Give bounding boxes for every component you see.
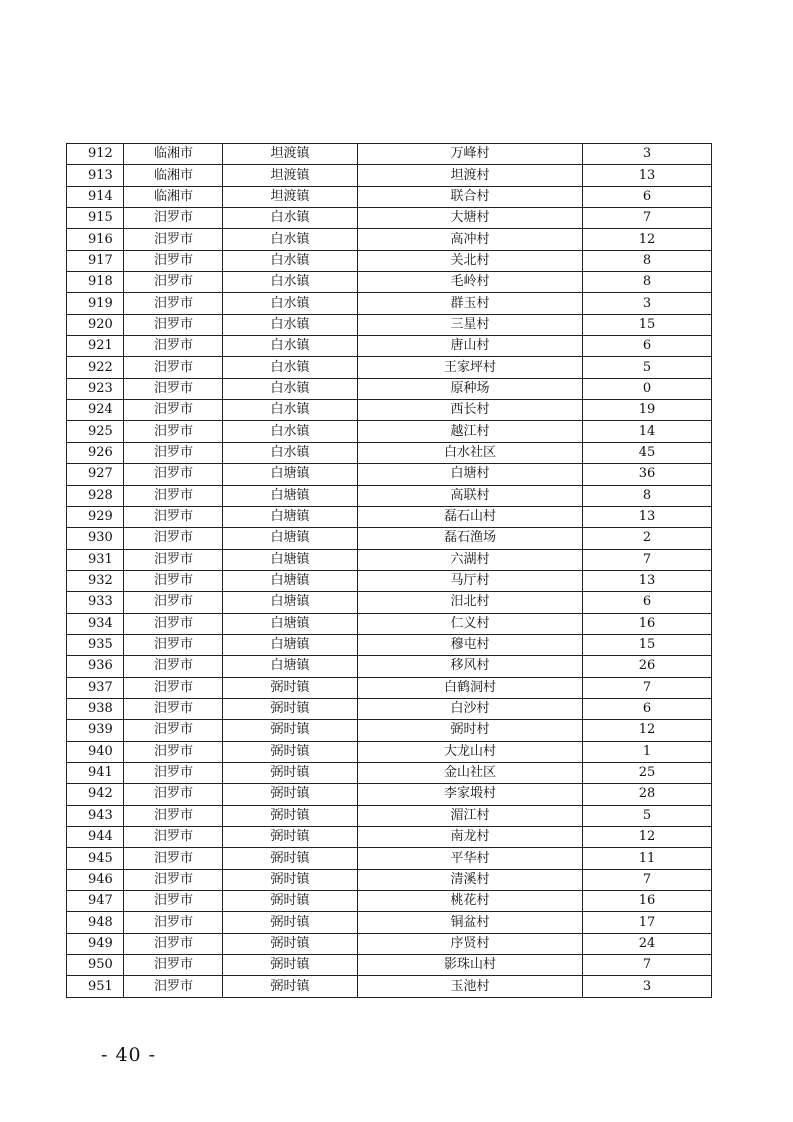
cell-town: 白水镇	[223, 442, 358, 463]
cell-town: 弼时镇	[223, 784, 358, 805]
table-row	[67, 506, 712, 527]
table-row	[67, 720, 712, 741]
table-row	[67, 891, 712, 912]
table-row	[67, 741, 712, 762]
cell-city: 汨罗市	[124, 208, 223, 229]
cell-count: 11	[583, 848, 712, 869]
cell-index: 918	[67, 272, 124, 293]
cell-count: 7	[583, 549, 712, 570]
cell-village: 坦渡村	[358, 165, 583, 186]
cell-city: 汨罗市	[124, 592, 223, 613]
cell-town: 坦渡镇	[223, 165, 358, 186]
table-row	[67, 762, 712, 783]
cell-village: 白水社区	[358, 442, 583, 463]
table-row	[67, 827, 712, 848]
cell-city: 汨罗市	[124, 442, 223, 463]
cell-city: 汨罗市	[124, 293, 223, 314]
cell-count: 3	[583, 293, 712, 314]
cell-count: 1	[583, 741, 712, 762]
cell-count: 13	[583, 165, 712, 186]
cell-town: 弼时镇	[223, 891, 358, 912]
cell-town: 弼时镇	[223, 827, 358, 848]
cell-town: 坦渡镇	[223, 186, 358, 207]
cell-count: 15	[583, 314, 712, 335]
cell-town: 白塘镇	[223, 570, 358, 591]
table-row	[67, 955, 712, 976]
cell-city: 汨罗市	[124, 549, 223, 570]
cell-village: 白塘村	[358, 464, 583, 485]
cell-village: 移风村	[358, 656, 583, 677]
table-row	[67, 357, 712, 378]
table-row	[67, 378, 712, 399]
table-row	[67, 869, 712, 890]
cell-town: 白水镇	[223, 400, 358, 421]
cell-index: 921	[67, 336, 124, 357]
cell-index: 923	[67, 378, 124, 399]
cell-town: 白塘镇	[223, 634, 358, 655]
cell-count: 2	[583, 528, 712, 549]
cell-city: 汨罗市	[124, 272, 223, 293]
table-row	[67, 613, 712, 634]
cell-index: 949	[67, 933, 124, 954]
cell-town: 弼时镇	[223, 805, 358, 826]
cell-village: 王家坪村	[358, 357, 583, 378]
cell-village: 穆屯村	[358, 634, 583, 655]
table-row	[67, 400, 712, 421]
cell-city: 汨罗市	[124, 229, 223, 250]
cell-count: 3	[583, 976, 712, 997]
cell-index: 931	[67, 549, 124, 570]
cell-village: 影珠山村	[358, 955, 583, 976]
cell-count: 5	[583, 357, 712, 378]
table-row	[67, 421, 712, 442]
cell-village: 白鹤洞村	[358, 677, 583, 698]
table-row	[67, 933, 712, 954]
table-row	[67, 528, 712, 549]
cell-count: 7	[583, 955, 712, 976]
cell-count: 13	[583, 570, 712, 591]
cell-village: 弼时村	[358, 720, 583, 741]
cell-village: 湄江村	[358, 805, 583, 826]
cell-town: 弼时镇	[223, 955, 358, 976]
cell-village: 原种场	[358, 378, 583, 399]
cell-index: 929	[67, 506, 124, 527]
cell-city: 临湘市	[124, 144, 223, 165]
cell-town: 弼时镇	[223, 698, 358, 719]
table-row	[67, 144, 712, 165]
cell-village: 清溪村	[358, 869, 583, 890]
cell-city: 汨罗市	[124, 891, 223, 912]
cell-village: 群玉村	[358, 293, 583, 314]
cell-count: 7	[583, 208, 712, 229]
cell-index: 933	[67, 592, 124, 613]
cell-count: 26	[583, 656, 712, 677]
cell-village: 大塘村	[358, 208, 583, 229]
cell-index: 930	[67, 528, 124, 549]
cell-town: 白水镇	[223, 250, 358, 271]
cell-city: 汨罗市	[124, 656, 223, 677]
cell-index: 939	[67, 720, 124, 741]
cell-village: 金山社区	[358, 762, 583, 783]
cell-count: 28	[583, 784, 712, 805]
cell-city: 汨罗市	[124, 485, 223, 506]
cell-city: 汨罗市	[124, 762, 223, 783]
cell-index: 940	[67, 741, 124, 762]
cell-index: 915	[67, 208, 124, 229]
table-row	[67, 634, 712, 655]
cell-village: 仁义村	[358, 613, 583, 634]
cell-index: 914	[67, 186, 124, 207]
cell-index: 928	[67, 485, 124, 506]
cell-village: 马厅村	[358, 570, 583, 591]
cell-village: 三星村	[358, 314, 583, 335]
cell-index: 948	[67, 912, 124, 933]
cell-city: 汨罗市	[124, 827, 223, 848]
cell-town: 白塘镇	[223, 464, 358, 485]
cell-village: 西长村	[358, 400, 583, 421]
cell-town: 白塘镇	[223, 485, 358, 506]
cell-count: 6	[583, 186, 712, 207]
cell-town: 白水镇	[223, 314, 358, 335]
cell-count: 8	[583, 485, 712, 506]
table-row	[67, 293, 712, 314]
cell-count: 25	[583, 762, 712, 783]
cell-count: 16	[583, 613, 712, 634]
cell-city: 汨罗市	[124, 613, 223, 634]
cell-count: 0	[583, 378, 712, 399]
table-row	[67, 656, 712, 677]
cell-village: 关北村	[358, 250, 583, 271]
cell-index: 927	[67, 464, 124, 485]
cell-index: 926	[67, 442, 124, 463]
cell-town: 弼时镇	[223, 762, 358, 783]
cell-town: 白塘镇	[223, 528, 358, 549]
cell-town: 白塘镇	[223, 592, 358, 613]
cell-count: 15	[583, 634, 712, 655]
cell-city: 汨罗市	[124, 314, 223, 335]
cell-index: 924	[67, 400, 124, 421]
table-row	[67, 464, 712, 485]
cell-city: 汨罗市	[124, 400, 223, 421]
cell-city: 汨罗市	[124, 464, 223, 485]
cell-city: 汨罗市	[124, 955, 223, 976]
table-row	[67, 549, 712, 570]
cell-town: 白水镇	[223, 293, 358, 314]
table-row	[67, 570, 712, 591]
cell-index: 912	[67, 144, 124, 165]
table-row	[67, 805, 712, 826]
cell-village: 桃花村	[358, 891, 583, 912]
cell-index: 947	[67, 891, 124, 912]
cell-count: 8	[583, 272, 712, 293]
cell-town: 白水镇	[223, 229, 358, 250]
cell-town: 坦渡镇	[223, 144, 358, 165]
cell-city: 汨罗市	[124, 357, 223, 378]
table-row	[67, 165, 712, 186]
cell-town: 弼时镇	[223, 912, 358, 933]
cell-city: 汨罗市	[124, 784, 223, 805]
cell-count: 13	[583, 506, 712, 527]
cell-town: 白塘镇	[223, 549, 358, 570]
cell-town: 弼时镇	[223, 741, 358, 762]
cell-index: 951	[67, 976, 124, 997]
cell-village: 高冲村	[358, 229, 583, 250]
village-table	[66, 143, 712, 998]
cell-town: 白水镇	[223, 421, 358, 442]
cell-city: 汨罗市	[124, 805, 223, 826]
cell-index: 945	[67, 848, 124, 869]
page-number: - 40 -	[101, 1044, 157, 1066]
cell-count: 7	[583, 677, 712, 698]
cell-town: 弼时镇	[223, 869, 358, 890]
cell-count: 3	[583, 144, 712, 165]
table-row	[67, 485, 712, 506]
cell-index: 925	[67, 421, 124, 442]
cell-index: 938	[67, 698, 124, 719]
table-row	[67, 976, 712, 997]
cell-count: 45	[583, 442, 712, 463]
cell-count: 6	[583, 698, 712, 719]
table-row	[67, 208, 712, 229]
cell-city: 临湘市	[124, 186, 223, 207]
cell-town: 弼时镇	[223, 848, 358, 869]
cell-town: 白水镇	[223, 208, 358, 229]
table-row	[67, 336, 712, 357]
cell-index: 919	[67, 293, 124, 314]
cell-city: 汨罗市	[124, 933, 223, 954]
cell-village: 玉池村	[358, 976, 583, 997]
cell-index: 946	[67, 869, 124, 890]
cell-index: 942	[67, 784, 124, 805]
cell-city: 临湘市	[124, 165, 223, 186]
cell-city: 汨罗市	[124, 378, 223, 399]
cell-village: 万峰村	[358, 144, 583, 165]
cell-village: 高联村	[358, 485, 583, 506]
cell-count: 8	[583, 250, 712, 271]
cell-city: 汨罗市	[124, 848, 223, 869]
cell-town: 弼时镇	[223, 976, 358, 997]
cell-village: 汨北村	[358, 592, 583, 613]
cell-village: 磊石渔场	[358, 528, 583, 549]
cell-town: 弼时镇	[223, 933, 358, 954]
cell-town: 白水镇	[223, 336, 358, 357]
table-row	[67, 272, 712, 293]
cell-city: 汨罗市	[124, 506, 223, 527]
cell-index: 936	[67, 656, 124, 677]
cell-village: 唐山村	[358, 336, 583, 357]
cell-town: 白水镇	[223, 378, 358, 399]
cell-village: 六湖村	[358, 549, 583, 570]
cell-index: 941	[67, 762, 124, 783]
cell-city: 汨罗市	[124, 421, 223, 442]
cell-village: 毛岭村	[358, 272, 583, 293]
cell-index: 935	[67, 634, 124, 655]
cell-index: 937	[67, 677, 124, 698]
cell-count: 12	[583, 827, 712, 848]
table-body	[67, 144, 712, 998]
cell-city: 汨罗市	[124, 869, 223, 890]
cell-town: 白塘镇	[223, 656, 358, 677]
table-row	[67, 784, 712, 805]
cell-index: 917	[67, 250, 124, 271]
cell-count: 5	[583, 805, 712, 826]
cell-city: 汨罗市	[124, 250, 223, 271]
cell-village: 白沙村	[358, 698, 583, 719]
cell-index: 922	[67, 357, 124, 378]
cell-count: 14	[583, 421, 712, 442]
cell-city: 汨罗市	[124, 528, 223, 549]
cell-village: 平华村	[358, 848, 583, 869]
table-row	[67, 592, 712, 613]
cell-village: 联合村	[358, 186, 583, 207]
cell-count: 7	[583, 869, 712, 890]
cell-town: 白水镇	[223, 357, 358, 378]
cell-index: 943	[67, 805, 124, 826]
cell-count: 6	[583, 592, 712, 613]
cell-count: 12	[583, 229, 712, 250]
cell-count: 17	[583, 912, 712, 933]
cell-town: 白塘镇	[223, 506, 358, 527]
table-row	[67, 912, 712, 933]
cell-index: 916	[67, 229, 124, 250]
cell-city: 汨罗市	[124, 976, 223, 997]
cell-count: 6	[583, 336, 712, 357]
cell-city: 汨罗市	[124, 677, 223, 698]
table-row	[67, 186, 712, 207]
cell-index: 944	[67, 827, 124, 848]
cell-count: 16	[583, 891, 712, 912]
table-row	[67, 314, 712, 335]
cell-index: 913	[67, 165, 124, 186]
cell-village: 李家塅村	[358, 784, 583, 805]
cell-village: 铜盆村	[358, 912, 583, 933]
cell-city: 汨罗市	[124, 634, 223, 655]
cell-village: 越江村	[358, 421, 583, 442]
cell-town: 白水镇	[223, 272, 358, 293]
cell-count: 19	[583, 400, 712, 421]
cell-city: 汨罗市	[124, 741, 223, 762]
cell-town: 弼时镇	[223, 677, 358, 698]
cell-city: 汨罗市	[124, 336, 223, 357]
cell-city: 汨罗市	[124, 720, 223, 741]
cell-city: 汨罗市	[124, 698, 223, 719]
cell-town: 弼时镇	[223, 720, 358, 741]
table-row	[67, 848, 712, 869]
table-row	[67, 442, 712, 463]
cell-count: 24	[583, 933, 712, 954]
cell-town: 白塘镇	[223, 613, 358, 634]
cell-city: 汨罗市	[124, 912, 223, 933]
cell-village: 南龙村	[358, 827, 583, 848]
cell-count: 12	[583, 720, 712, 741]
table-row	[67, 250, 712, 271]
cell-village: 序贤村	[358, 933, 583, 954]
table-row	[67, 229, 712, 250]
cell-city: 汨罗市	[124, 570, 223, 591]
cell-village: 磊石山村	[358, 506, 583, 527]
cell-index: 934	[67, 613, 124, 634]
cell-index: 950	[67, 955, 124, 976]
cell-count: 36	[583, 464, 712, 485]
cell-index: 932	[67, 570, 124, 591]
table-row	[67, 698, 712, 719]
cell-village: 大龙山村	[358, 741, 583, 762]
cell-index: 920	[67, 314, 124, 335]
table-row	[67, 677, 712, 698]
